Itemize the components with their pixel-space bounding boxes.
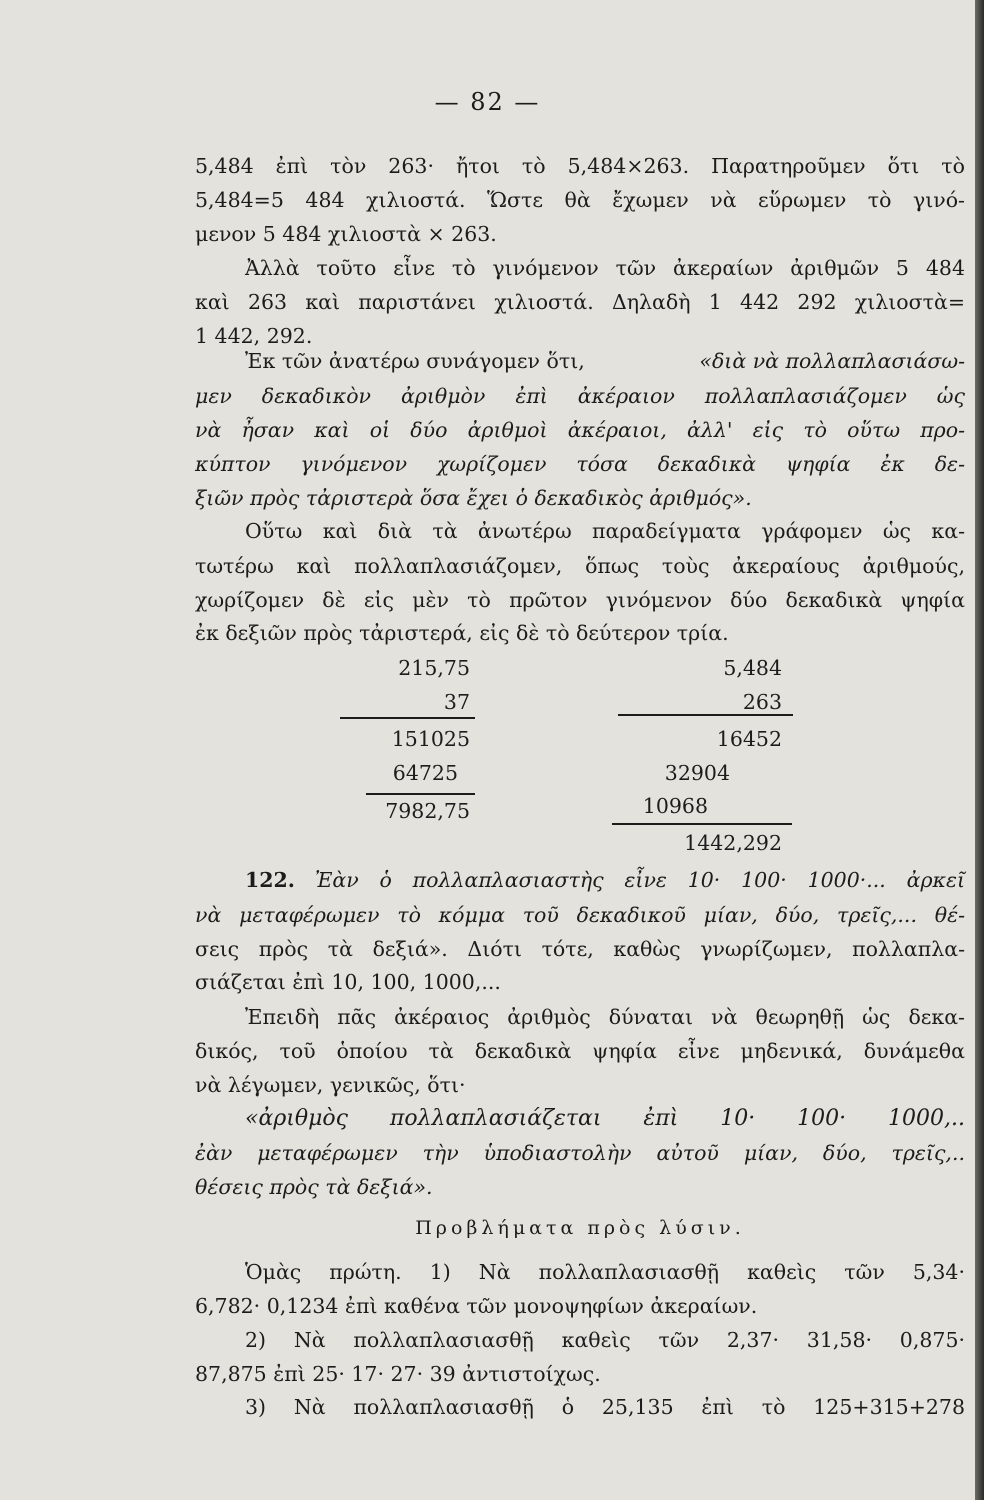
text-line: 1 442, 292. — [195, 324, 313, 348]
text-line: Ἀλλὰ τοῦτο εἶνε τὸ γινόμενον τῶν ἀκεραίων ἀριθμῶν 5 484 — [245, 256, 965, 280]
partial-product: 64725 — [392, 761, 458, 785]
text-line: ἐκ δεξιῶν πρὸς τἀριστερά, εἰς δὲ τὸ δεύτερον τρία. — [195, 621, 729, 645]
rule-text: νὰ ἦσαν καὶ οἱ δύο ἀριθμοὶ ἀκέραιοι, ἀλλ' εἰς τὸ οὕτω προ- — [195, 418, 965, 442]
text-line — [245, 351, 965, 372]
rule-statement: ἐὰν μεταφέρωμεν τὴν ὑποδιαστολὴν αὐτοῦ μίαν, δύο, τρεῖς,.. — [195, 1141, 965, 1165]
problem-line: 6,782· 0,1234 ἐπὶ καθένα τῶν μονοψηφίων ἀκεραίων. — [195, 1294, 758, 1318]
section-text: Ἐὰν ὁ πολλαπλασιαστὴς εἶνε 10· 100· 1000·... ἀρκεῖ — [314, 868, 965, 892]
text-line: χωρίζομεν δὲ εἰς μὲν τὸ πρῶτον γινόμενον δύο δεκαδικὰ ψηφία — [195, 588, 965, 612]
page-number: — 82 — — [434, 88, 541, 116]
paragraph-lead: Ἐκ τῶν ἀνατέρω συνάγομεν ὅτι, — [245, 349, 585, 373]
partial-product: 151025 — [391, 727, 470, 751]
multiplicand: 215,75 — [398, 656, 470, 680]
rule-statement: «ἀριθμὸς πολλαπλασιάζεται ἐπὶ 10· 100· 1000,.. — [245, 1106, 965, 1131]
page-edge — [975, 0, 984, 1500]
text-line: 5,484 ἐπὶ τὸν 263· ἤτοι τὸ 5,484×263. Παρατηροῦμεν ὅτι τὸ — [195, 154, 965, 178]
calc-rule — [366, 793, 475, 795]
text-line: δικός, τοῦ ὁποίου τὰ δεκαδικὰ ψηφία εἶνε μηδενικά, δυνάμεθα — [195, 1039, 965, 1063]
section-line — [245, 870, 965, 891]
partial-product: 10968 — [642, 794, 708, 818]
section-text: νὰ μεταφέρωμεν τὸ κόμμα τοῦ δεκαδικοῦ μίαν, δύο, τρεῖς,... θέ- — [195, 903, 965, 927]
rule-statement: θέσεις πρὸς τὰ δεξιά». — [195, 1175, 433, 1199]
partial-product: 16452 — [716, 727, 782, 751]
calc-result: 1442,292 — [684, 831, 782, 855]
partial-product: 32904 — [664, 761, 730, 785]
section-text: σεις πρὸς τὰ δεξιά». Διότι τότε, καθὼς γνωρίζωμεν, πολλαπλα- — [195, 937, 965, 961]
problems-heading: Προβλήματα πρὸς λύσιν. — [415, 1217, 745, 1239]
multiplier: 263 — [742, 690, 782, 714]
text-line: τωτέρω καὶ πολλαπλασιάζομεν, ὅπως τοὺς ἀκεραίους ἀριθμούς, — [195, 554, 965, 578]
rule-text: ξιῶν πρὸς τἀριστερὰ ὅσα ἔχει ὁ δεκαδικὸς ἀριθμός». — [195, 486, 752, 510]
calc-rule — [340, 717, 475, 719]
calc-result: 7982,75 — [385, 799, 470, 823]
section-number: 122. — [245, 868, 295, 892]
problem-line: 3) Νὰ πολλαπλασιασθῇ ὁ 25,135 ἐπὶ τὸ 125+315+278 — [245, 1395, 965, 1419]
rule-text: «διὰ νὰ πολλαπλασιάσω- — [699, 349, 965, 373]
multiplicand: 5,484 — [723, 656, 782, 680]
problem-line: 87,875 ἐπὶ 25· 17· 27· 39 ἀντιστοίχως. — [195, 1362, 601, 1386]
rule-text: κύπτον γινόμενον χωρίζομεν τόσα δεκαδικὰ ψηφία ἐκ δε- — [195, 452, 965, 476]
text-line: 5,484=5 484 χιλιοστά. Ὥστε θὰ ἔχωμεν νὰ εὕρωμεν τὸ γινό- — [195, 188, 965, 212]
rule-text: μεν δεκαδικὸν ἀριθμὸν ἐπὶ ἀκέραιον πολλαπλασιάζομεν ὡς — [195, 384, 965, 408]
calc-rule — [618, 714, 793, 716]
problem-line: 2) Νὰ πολλαπλασιασθῇ καθεὶς τῶν 2,37· 31,58· 0,875· — [245, 1328, 965, 1352]
text-line: Οὕτω καὶ διὰ τὰ ἀνωτέρω παραδείγματα γράφομεν ὡς κα- — [245, 519, 965, 543]
calc-rule — [612, 823, 792, 825]
problem-line: Ὁμὰς πρώτη. 1) Νὰ πολλαπλασιασθῇ καθεὶς τῶν 5,34· — [245, 1260, 965, 1284]
text-line: μενον 5 484 χιλιοστὰ × 263. — [195, 222, 497, 246]
text-line: νὰ λέγωμεν, γενικῶς, ὅτι· — [195, 1073, 466, 1097]
text-line: καὶ 263 καὶ παριστάνει χιλιοστά. Δηλαδὴ 1 442 292 χιλιοστὰ= — [195, 290, 965, 314]
multiplier: 37 — [443, 690, 470, 714]
text-line: Ἐπειδὴ πᾶς ἀκέραιος ἀριθμὸς δύναται νὰ θεωρηθῇ ὡς δεκα- — [245, 1005, 965, 1029]
section-text: σιάζεται ἐπὶ 10, 100, 1000,... — [195, 970, 501, 994]
